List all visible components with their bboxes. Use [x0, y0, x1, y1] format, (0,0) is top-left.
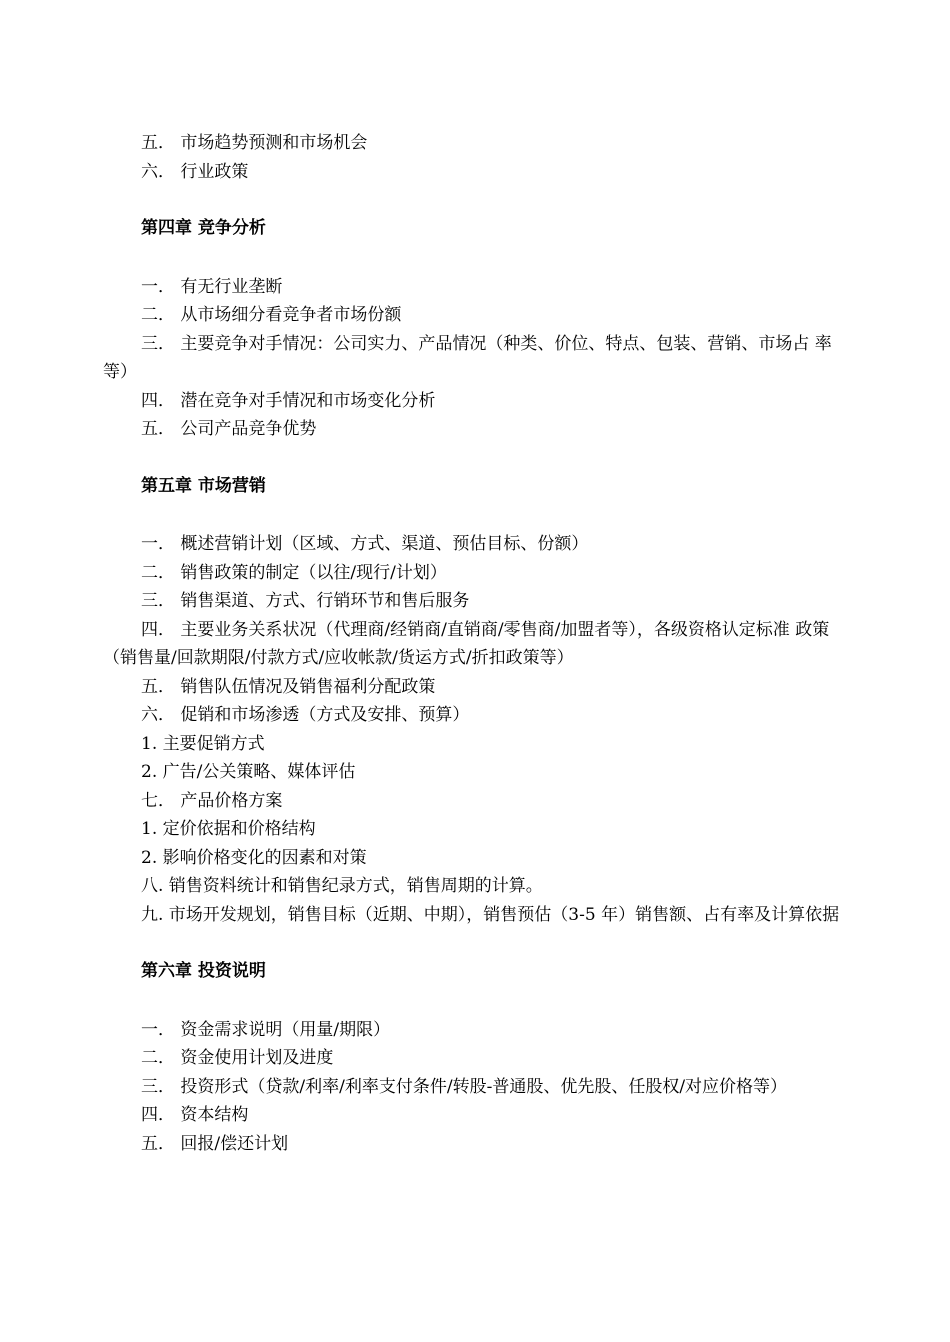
list-item: 一． 概述营销计划（区域、方式、渠道、预估目标、份额） — [141, 534, 589, 554]
list-item: 一． 资金需求说明（用量/期限） — [141, 1019, 391, 1040]
list-item: 二． 销售政策的制定（以往/现行/计划） — [141, 562, 447, 583]
list-item: 七． 产品价格方案 — [141, 790, 283, 811]
chapter-heading: 第四章 竞争分析 — [141, 218, 266, 238]
chapter-heading: 第六章 投资说明 — [141, 961, 266, 981]
list-item: 九. 市场开发规划，销售目标（近期、中期），销售预估（3-5 年）销售额、占有率及计算依据 — [141, 904, 840, 925]
list-item: 2. 广告/公关策略、媒体评估 — [141, 762, 356, 782]
list-item: 三． 销售渠道、方式、行销环节和售后服务 — [141, 591, 470, 611]
list-item: 1. 主要促销方式 — [141, 733, 265, 754]
list-item: 二． 资金使用计划及进度 — [141, 1048, 334, 1068]
list-item: 四． 主要业务关系状况（代理商/经销商/直销商/零售商/加盟者等），各级资格认定标准 政策（销售量/回款期限/付款方式/应收帐款/货运方式/折扣政策等） — [103, 619, 830, 668]
list-item: 五． 销售队伍情况及销售福利分配政策 — [141, 676, 436, 697]
chapter-heading: 第五章 市场营销 — [141, 475, 266, 496]
list-item: 三． 投资形式（贷款/利率/利率支付条件/转股-普通股、优先股、任股权/对应价格等） — [141, 1076, 788, 1097]
list-item: 五． 公司产品竞争优势 — [141, 419, 317, 439]
list-item: 二． 从市场细分看竞争者市场份额 — [141, 305, 402, 325]
document-body — [103, 129, 851, 1158]
list-item: 三． 主要竞争对手情况：公司实力、产品情况（种类、价位、特点、包装、营销、市场占 率等） — [103, 333, 832, 382]
list-item: 2. 影响价格变化的因素和对策 — [141, 847, 367, 868]
list-item: 六． 行业政策 — [141, 161, 249, 182]
list-item: 五． 回报/偿还计划 — [141, 1133, 289, 1154]
list-item: 六． 促销和市场渗透（方式及安排、预算） — [141, 705, 470, 725]
list-item: 五． 市场趋势预测和市场机会 — [141, 133, 368, 153]
list-item: 四． 潜在竞争对手情况和市场变化分析 — [141, 390, 436, 411]
list-item: 一． 有无行业垄断 — [141, 276, 283, 297]
list-item: 四． 资本结构 — [141, 1105, 249, 1125]
list-item: 1. 定价依据和价格结构 — [141, 819, 316, 839]
list-item: 八. 销售资料统计和销售纪录方式，销售周期的计算。 — [141, 876, 543, 896]
